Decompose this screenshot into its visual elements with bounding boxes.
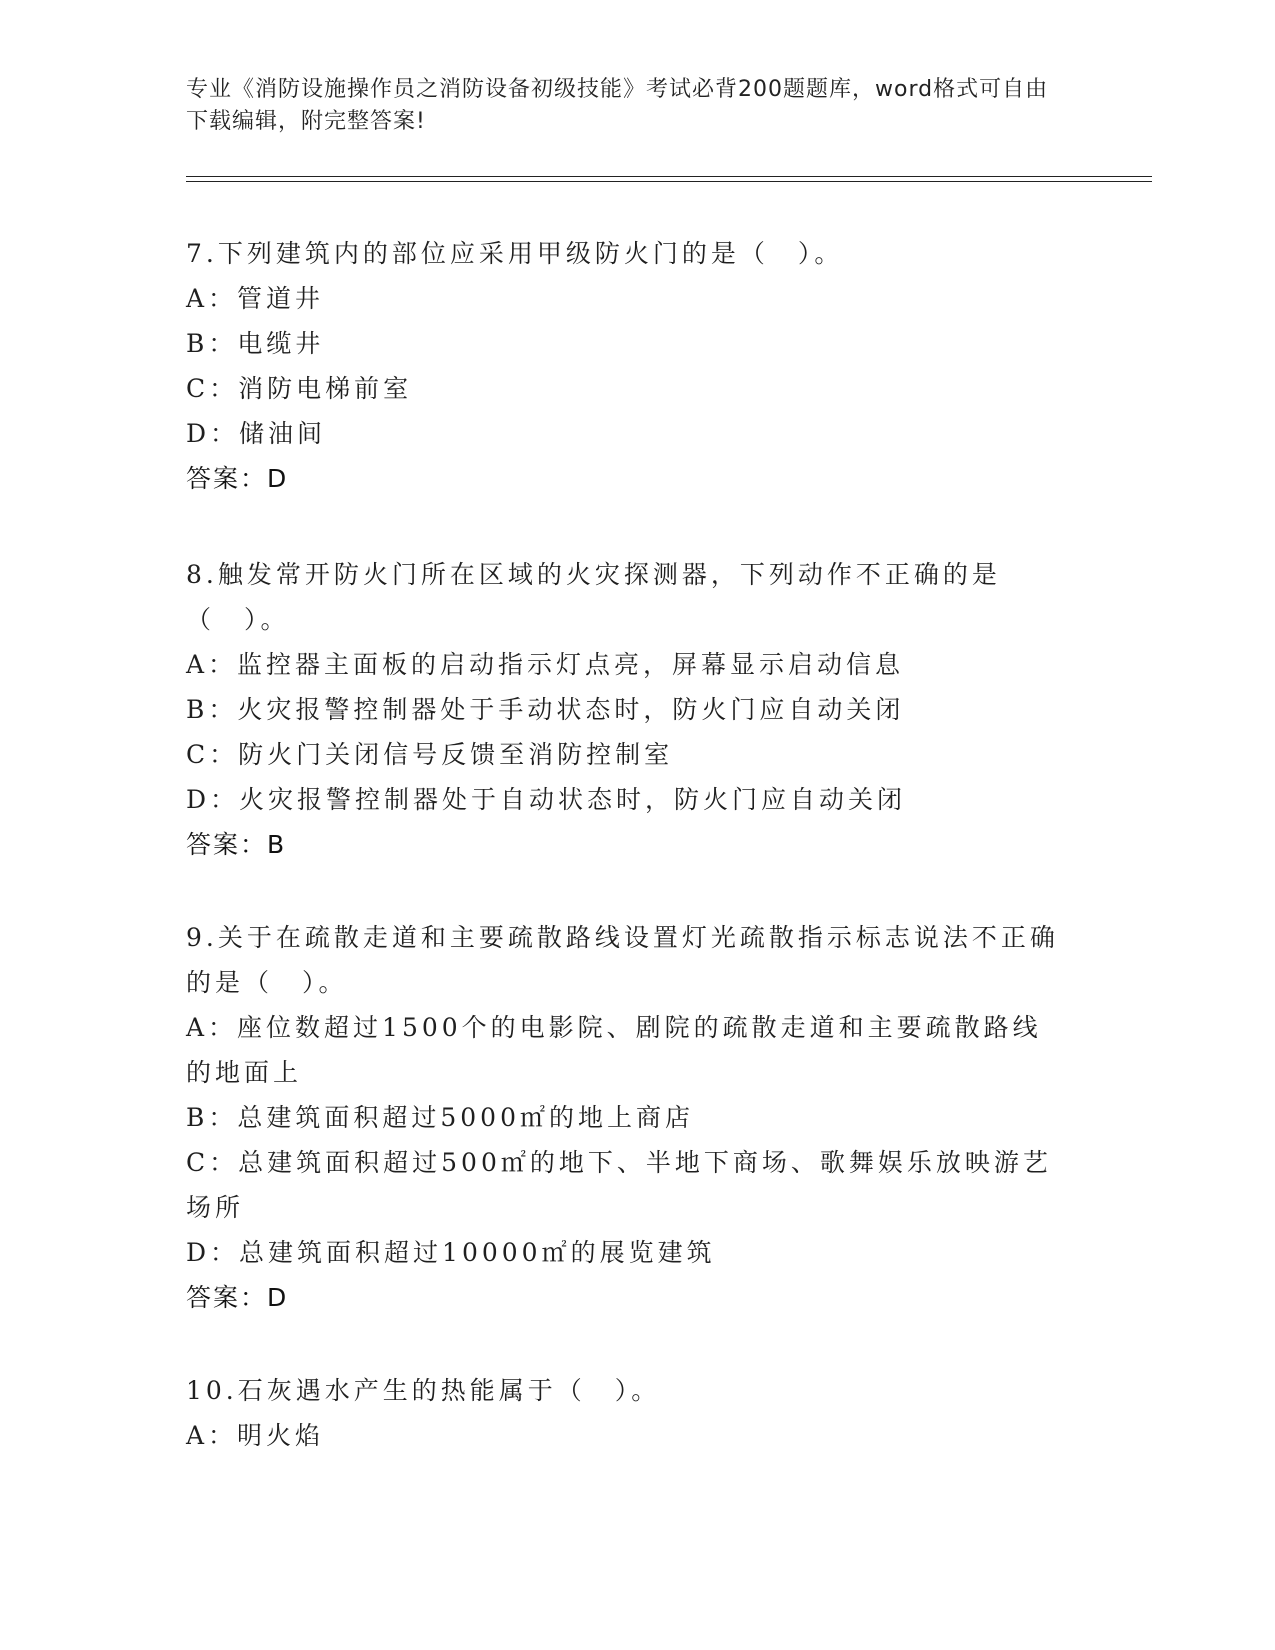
option-c: C：防火门关闭信号反馈至消防控制室 bbox=[186, 740, 674, 769]
question-10 bbox=[186, 1368, 1066, 1458]
question-stem: 7.下列建筑内的部位应采用甲级防火门的是（ ）。 bbox=[186, 239, 844, 268]
option-d: D：储油间 bbox=[186, 419, 327, 448]
question-9 bbox=[186, 915, 1066, 1320]
answer-line: 答案：B bbox=[186, 830, 287, 859]
option-a: A：管道井 bbox=[186, 284, 325, 313]
option-b: B：总建筑面积超过5000㎡的地上商店 bbox=[186, 1103, 694, 1132]
question-stem: 9.关于在疏散走道和主要疏散路线设置灯光疏散指示标志说法不正确的是（ ）。 bbox=[186, 923, 1059, 997]
option-b: B：电缆井 bbox=[186, 329, 325, 358]
question-stem: 8.触发常开防火门所在区域的火灾探测器，下列动作不正确的是（ ）。 bbox=[186, 560, 1001, 634]
question-7 bbox=[186, 231, 1066, 501]
document-intro: 专业《消防设施操作员之消防设备初级技能》考试必背200题题库，word格式可自由下载编辑，附完整答案! bbox=[186, 77, 1049, 134]
option-a: A：监控器主面板的启动指示灯点亮，屏幕显示启动信息 bbox=[186, 650, 905, 679]
answer-line: 答案：D bbox=[186, 464, 289, 493]
header-divider-bottom bbox=[186, 181, 1152, 182]
question-stem: 10.石灰遇水产生的热能属于（ ）。 bbox=[186, 1376, 661, 1405]
question-8 bbox=[186, 552, 1066, 867]
header-divider-top bbox=[186, 176, 1152, 177]
option-b: B：火灾报警控制器处于手动状态时，防火门应自动关闭 bbox=[186, 695, 905, 724]
option-a: A：座位数超过1500个的电影院、剧院的疏散走道和主要疏散路线的地面上 bbox=[186, 1013, 1042, 1087]
option-a: A：明火焰 bbox=[186, 1421, 325, 1450]
option-c: C：总建筑面积超过500㎡的地下、半地下商场、歌舞娱乐放映游艺场所 bbox=[186, 1148, 1052, 1222]
option-d: D：总建筑面积超过10000㎡的展览建筑 bbox=[186, 1238, 716, 1267]
option-d: D：火灾报警控制器处于自动状态时，防火门应自动关闭 bbox=[186, 785, 907, 814]
answer-line: 答案：D bbox=[186, 1283, 289, 1312]
option-c: C：消防电梯前室 bbox=[186, 374, 413, 403]
